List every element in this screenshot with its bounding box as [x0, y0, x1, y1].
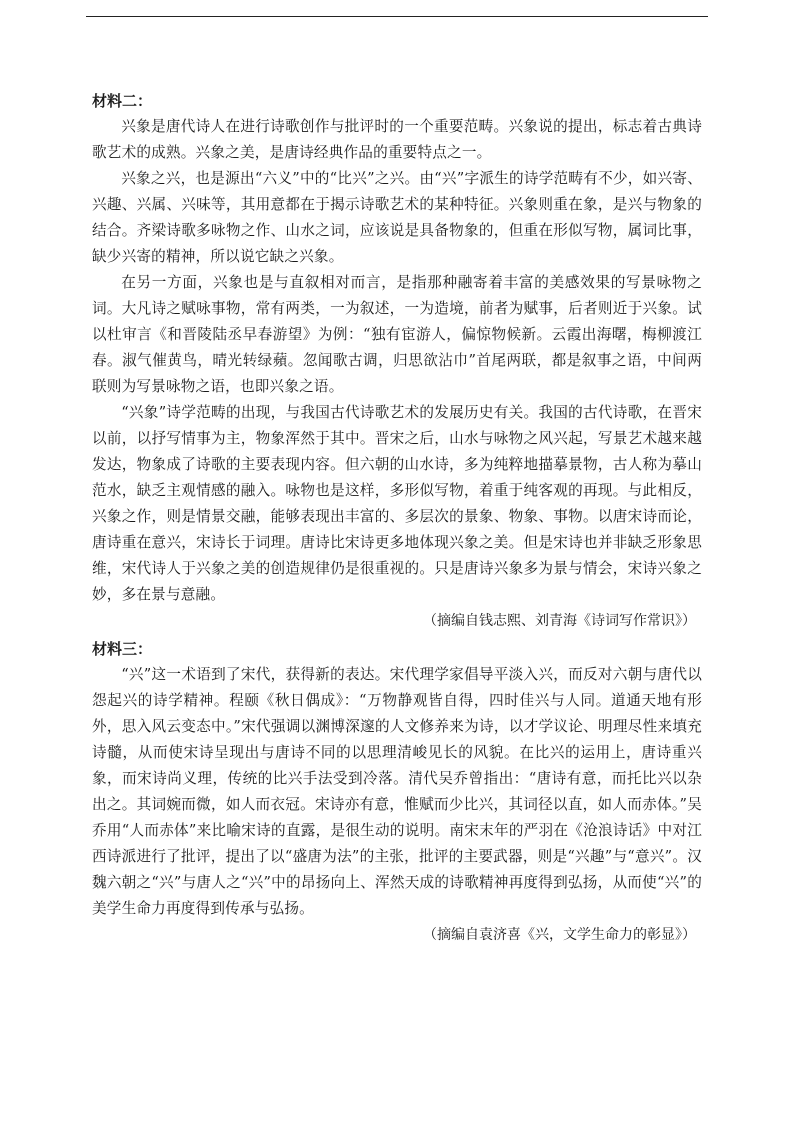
paragraph: 兴象是唐代诗人在进行诗歌创作与批评时的一个重要范畴。兴象说的提出，标志着古典诗歌艺术的成熟。兴象之美，是唐诗经典作品的重要特点之一。: [92, 118, 702, 161]
paragraph: “兴”这一术语到了宋代，获得新的表达。宋代理学家倡导平淡入兴，而反对六朝与唐代以怨起兴的诗学精神。程颐《秋日偶成》：“万物静观皆自得，四时佳兴与人同。道通天地有形外，思入风云变态中。”宋代强调以渊博深邃的人文修养来为诗，以才学议论、明理尽性来填充诗髓，从而使宋诗呈现出与唐诗不同的以思理清峻见长的风貌。在比兴的运用上，唐诗重兴象，而宋诗尚义理，传统的比兴手法受到冷落。清代吴乔曾指出：“唐诗有意，而托比兴以杂出之。其词婉而微，如人而衣冠。宋诗亦有意，惟赋而少比兴，其词径以直，如人而赤体。”吴乔用“人而赤体”来比喻宋诗的直露，是很生动的说明。南宋末年的严羽在《沧浪诗话》中对江西诗派进行了批评，提出了以“盛唐为法”的主张，批评的主要武器，则是“兴趣”与“意兴”。汉魏六朝之“兴”与唐人之“兴”中的昂扬向上、浑然天成的诗歌精神再度得到弘扬，从而使“兴”的美学生命力再度得到传承与弘扬。: [92, 666, 702, 917]
paragraph: 兴象之兴，也是源出“六义”中的“比兴”之兴。由“兴”字派生的诗学范畴有不少，如兴寄、兴趣、兴属、兴味等，其用意都在于揭示诗歌艺术的某种特征。兴象则重在象，是兴与物象的结合。齐梁诗歌多咏物之作、山水之词，应该说是具备物象的，但重在形似写物，属词比事，缺少兴寄的精神，所以说它缺之兴象。: [92, 170, 702, 265]
header-rule: [86, 16, 708, 17]
paragraph: 在另一方面，兴象也是与直叙相对而言，是指那种融寄着丰富的美感效果的写景咏物之词。大凡诗之赋咏事物，常有两类，一为叙述，一为造境，前者为赋事，后者则近于兴象。试以杜审言《和晋陵陆丞早春游望》为例：“独有宦游人，偏惊物候新。云霞出海曙，梅柳渡江春。淑气催黄鸟，晴光转绿蘋。忽闻歌古调，归思欲沾巾”首尾两联，都是叙事之语，中间两联则为写景咏物之语，也即兴象之语。: [92, 274, 702, 395]
section-heading: 材料三：: [92, 640, 153, 658]
paragraph: “兴象”诗学范畴的出现，与我国古代诗歌艺术的发展历史有关。我国的古代诗歌，在晋宋以前，以抒写情事为主，物象浑然于其中。晋宋之后，山水与咏物之风兴起，写景艺术越来越发达，物象成了诗歌的主要表现内容。但六朝的山水诗，多为纯粹地描摹景物，古人称为摹山范水，缺乏主观情感的融入。咏物也是这样，多形似写物，着重于纯客观的再现。与此相反，兴象之作，则是情景交融，能够表现出丰富的、多层次的景象、物象、事物。以唐宋诗而论，唐诗重在意兴，宋诗长于词理。唐诗比宋诗更多地体现兴象之美。但是宋诗也并非缺乏形象思维，宋代诗人于兴象之美的创造规律仍是很重视的。只是唐诗兴象多为景与情会，宋诗兴象之妙，多在景与意融。: [92, 404, 702, 603]
material-two-section: [92, 88, 702, 634]
document-body: [92, 88, 702, 948]
source-citation: （摘编自钱志熙、刘青海《诗词写作常识》）: [423, 613, 696, 629]
section-heading: 材料二：: [92, 92, 153, 110]
material-three-section: [92, 636, 702, 948]
source-citation: （摘编自袁济喜《兴，文学生命力的彰显》）: [423, 927, 696, 943]
